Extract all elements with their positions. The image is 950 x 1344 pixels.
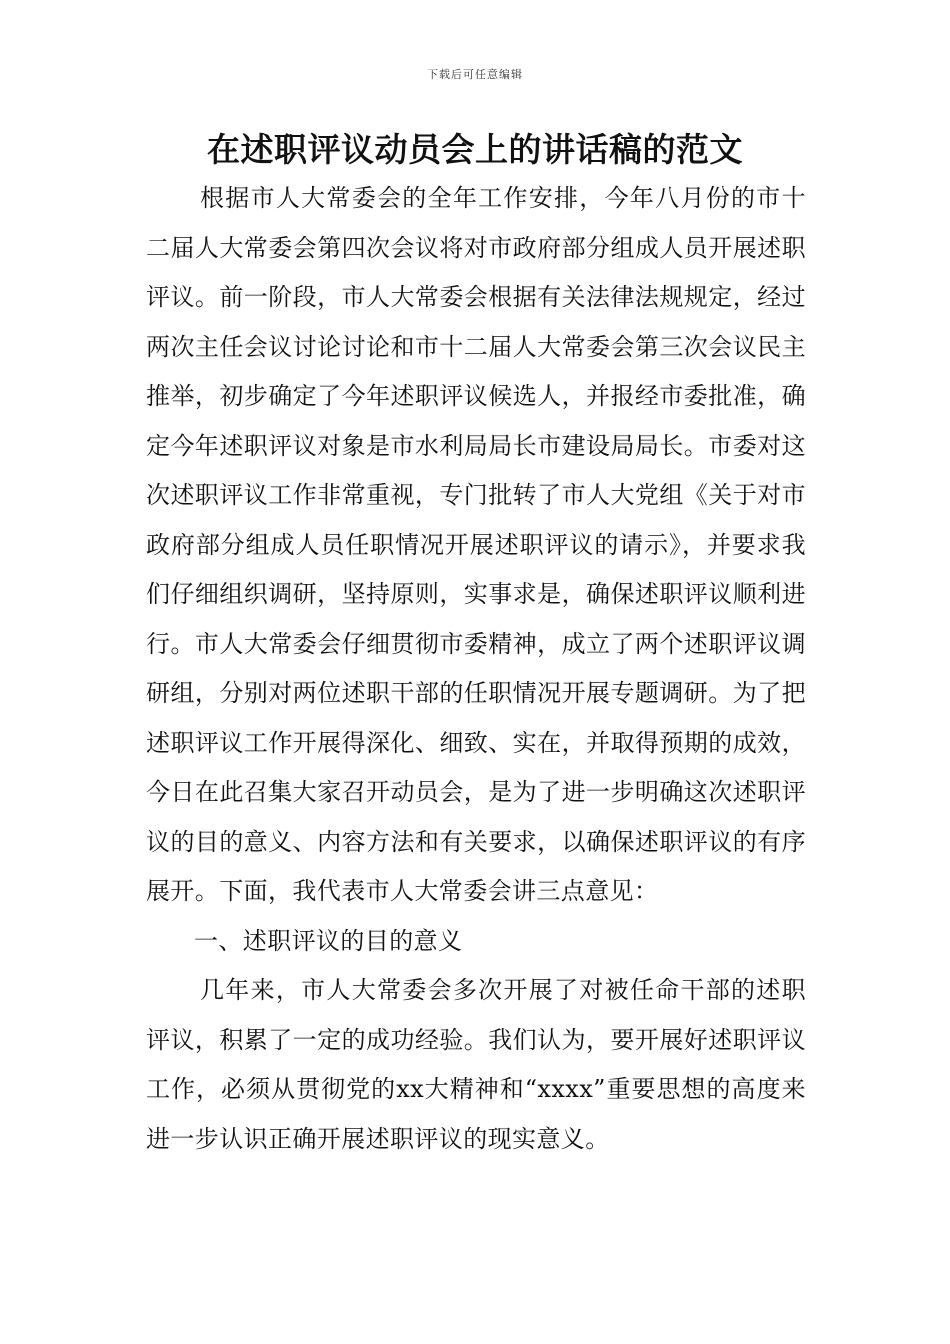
paragraph-section-1: 几年来，市人大常委会多次开展了对被任命干部的述职评议，积累了一定的成功经验。我们认为，要开展好述职评议工作，必须从贯彻党的xx大精神和“xxxx”重要思想的高度来进一步认识正确开展述职评议的现实意义。 bbox=[146, 976, 806, 1153]
document-title: 在述职评议动员会上的讲话稿的范文 bbox=[207, 130, 743, 169]
document-body bbox=[146, 174, 806, 1164]
header-note: 下载后可任意编辑 bbox=[427, 68, 523, 81]
paragraph-intro: 根据市人大常委会的全年工作安排，今年八月份的市十二届人大常委会第四次会议将对市政府部分组成人员开展述职评议。前一阶段，市人大常委会根据有关法律法规规定，经过两次主任会议讨论讨论和市十二届人大常委会第三次会议民主推举，初步确定了今年述职评议候选人，并报经市委批准，确定今年述职评议对象是市水利局局长市建设局局长。市委对这次述职评议工作非常重视，专门批转了市人大党组《关于对市政府部分组成人员任职情况开展述职评议的请示》，并要求我们仔细组织调研，坚持原则，实事求是，确保述职评议顺利进行。市人大常委会仔细贯彻市委精神，成立了两个述职评议调研组，分别对两位述职干部的任职情况开展专题调研。为了把述职评议工作开展得深化、细致、实在，并取得预期的成效，今日在此召集大家召开动员会，是为了进一步明确这次述职评议的目的意义、内容方法和有关要求，以确保述职评议的有序展开。下面，我代表市人大常委会讲三点意见： bbox=[146, 184, 806, 905]
section-heading: 一、述职评议的目的意义 bbox=[194, 926, 463, 955]
